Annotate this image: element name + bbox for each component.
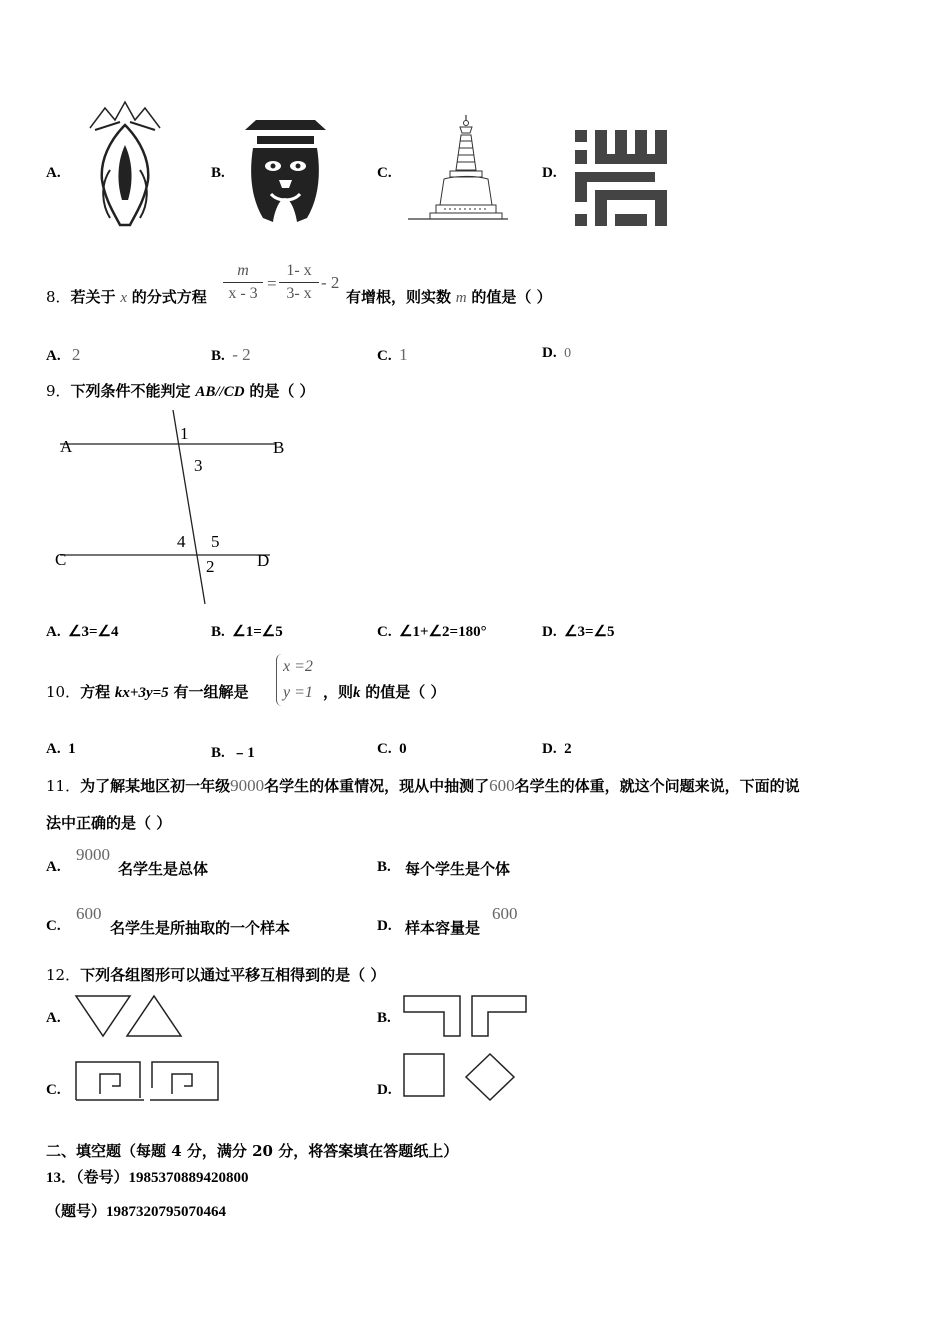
angle-5: 5 xyxy=(211,532,220,551)
question-8-tail: 有增根，则实数 m 的值是（ ） xyxy=(346,288,552,306)
question-9: 9．下列条件不能判定 AB//CD 的是（ ） xyxy=(46,382,315,400)
q8-option-c: C. 1 xyxy=(377,345,408,364)
q7-option-a-label: A. xyxy=(46,165,61,181)
q12-option-c-label: C. xyxy=(46,1082,61,1098)
q8-option-a: A. 2 xyxy=(46,345,81,364)
q9-option-b: B. ∠1=∠5 xyxy=(211,624,283,640)
question-10: 10．方程 kx+3y=5 有一组解是 xyxy=(46,683,249,701)
angle-3: 3 xyxy=(194,456,203,475)
q8-option-b: B. - 2 xyxy=(211,345,251,364)
fig-label-a: A xyxy=(60,437,73,456)
q12-option-d-label: D. xyxy=(377,1082,392,1098)
q12-option-d-figure xyxy=(402,1052,518,1102)
angle-1: 1 xyxy=(180,424,189,443)
q12-option-c-figure xyxy=(74,1060,224,1102)
q8-fraction-2: 1- x 3- x xyxy=(279,262,319,303)
q12-option-a-figure xyxy=(74,994,186,1038)
question-11-line2: 法中正确的是（ ） xyxy=(46,814,172,832)
q11-option-b-text: 每个学生是个体 xyxy=(405,860,511,878)
section-2-heading: 二、填空题（每题 4 分，满分 20 分，将答案填在答题纸上） xyxy=(46,1142,459,1160)
q12-option-b-figure xyxy=(402,994,532,1038)
question-13-volume-id: 13．（卷号）1985370889420800 xyxy=(46,1170,249,1186)
q10-option-c: C. 0 xyxy=(377,741,407,757)
q7-option-b-figure xyxy=(243,118,328,226)
question-id: （题号）1987320795070464 xyxy=(46,1204,227,1220)
question-8: 8．若关于 x 的分式方程 xyxy=(46,288,207,306)
q7-option-c-figure xyxy=(408,115,508,227)
fig-label-c: C xyxy=(55,550,67,569)
q11-option-d-label: D. xyxy=(377,918,392,934)
q8-option-d: D. 0 xyxy=(542,345,572,361)
q8-fraction-1: m x - 3 xyxy=(223,262,263,303)
q7-option-b-label: B. xyxy=(211,165,225,181)
angle-4: 4 xyxy=(177,532,186,551)
q10-system: x =2 y =1 xyxy=(276,654,313,706)
q7-option-a-figure xyxy=(80,100,170,232)
q9-option-c: C. ∠1+∠2=180° xyxy=(377,624,487,640)
q10-option-b: B. ﹣1 xyxy=(211,745,255,761)
q10-option-a: A. 1 xyxy=(46,741,76,757)
question-10-tail: ，则k 的值是（ ） xyxy=(323,683,446,701)
q11-option-c-text: 名学生是所抽取的一个样本 xyxy=(110,919,291,937)
q11-option-a-text: 名学生是总体 xyxy=(118,860,209,878)
question-11-line1: 11．为了解某地区初一年级9000名学生的体重情况，现从中抽测了600名学生的体重，就这个问题来说，下面的说 xyxy=(46,776,800,795)
q12-option-a-label: A. xyxy=(46,1010,61,1026)
q9-option-d: D. ∠3=∠5 xyxy=(542,624,615,640)
q11-option-d-num: 600 xyxy=(492,904,518,923)
q9-option-a: A. ∠3=∠4 xyxy=(46,624,119,640)
fig-label-b: B xyxy=(273,438,285,457)
q10-option-d: D. 2 xyxy=(542,741,572,757)
q11-option-a-label: A. xyxy=(46,859,61,875)
angle-2: 2 xyxy=(206,557,215,576)
q7-option-c-label: C. xyxy=(377,165,392,181)
q8-minus-two: - 2 xyxy=(321,273,340,292)
q11-option-c-label: C. xyxy=(46,918,61,934)
q8-equals: = xyxy=(267,274,277,293)
q11-option-c-num: 600 xyxy=(76,904,102,923)
q11-option-d-text: 样本容量是 xyxy=(405,919,481,937)
q7-option-d-figure xyxy=(575,130,670,227)
q12-option-b-label: B. xyxy=(377,1010,391,1026)
fig-label-d: D xyxy=(257,551,270,570)
q9-figure xyxy=(55,408,305,608)
q7-option-d-label: D. xyxy=(542,165,557,181)
question-12: 12．下列各组图形可以通过平移互相得到的是（ ） xyxy=(46,966,386,984)
q11-option-a-num: 9000 xyxy=(76,845,110,864)
q11-option-b-label: B. xyxy=(377,859,391,875)
